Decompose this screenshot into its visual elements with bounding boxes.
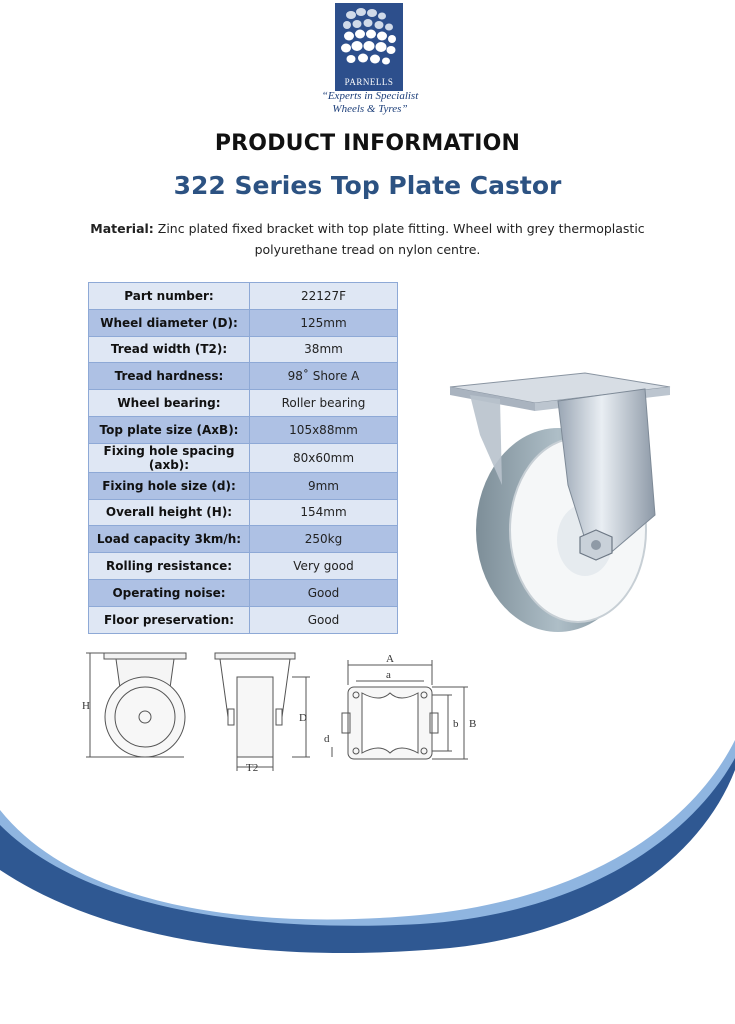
spec-value: Good bbox=[250, 606, 398, 633]
table-row bbox=[89, 363, 398, 390]
spec-label: Part number: bbox=[89, 283, 250, 310]
spec-value: Roller bearing bbox=[250, 390, 398, 417]
spec-label: Load capacity 3km/h: bbox=[89, 526, 250, 553]
decorative-waves bbox=[0, 700, 735, 1024]
spec-label: Fixing hole size (d): bbox=[89, 472, 250, 499]
spec-label: Wheel diameter (D): bbox=[89, 309, 250, 336]
table-row bbox=[89, 606, 398, 633]
table-row bbox=[89, 579, 398, 606]
page-heading: PRODUCT INFORMATION bbox=[214, 131, 521, 156]
spec-label: Wheel bearing: bbox=[89, 390, 250, 417]
product-title: 322 Series Top Plate Castor bbox=[173, 171, 562, 200]
table-row bbox=[89, 390, 398, 417]
spec-value: 154mm bbox=[250, 499, 398, 526]
dim-label-B: B bbox=[469, 718, 477, 730]
spec-label: Rolling resistance: bbox=[89, 553, 250, 580]
specs-table bbox=[88, 282, 398, 634]
spec-label: Top plate size (AxB): bbox=[89, 416, 250, 443]
table-row bbox=[89, 553, 398, 580]
spec-value: 125mm bbox=[250, 309, 398, 336]
spec-label: Tread hardness: bbox=[89, 363, 250, 390]
spec-value: Good bbox=[250, 579, 398, 606]
material-label: Material: bbox=[90, 221, 154, 236]
table-row bbox=[89, 499, 398, 526]
spec-label: Fixing hole spacing (axb): bbox=[89, 443, 250, 472]
table-row bbox=[89, 283, 398, 310]
logo-brand-name: PARNELLS bbox=[344, 77, 394, 87]
parnells-logo bbox=[335, 3, 403, 91]
table-row bbox=[89, 472, 398, 499]
dim-label-d: d bbox=[324, 733, 330, 745]
table-row bbox=[89, 309, 398, 336]
brand-tagline-line2: Wheels & Tyres” bbox=[332, 103, 408, 115]
brand-tagline-line1: “Experts in Specialist bbox=[321, 90, 419, 102]
spec-value: 38mm bbox=[250, 336, 398, 363]
spec-value: 80x60mm bbox=[250, 443, 398, 472]
material-description bbox=[90, 218, 645, 260]
table-row bbox=[89, 416, 398, 443]
spec-value: 105x88mm bbox=[250, 416, 398, 443]
spec-label: Floor preservation: bbox=[89, 606, 250, 633]
table-row bbox=[89, 443, 398, 472]
spec-label: Overall height (H): bbox=[89, 499, 250, 526]
dim-label-H: H bbox=[82, 700, 90, 712]
spec-value: 9mm bbox=[250, 472, 398, 499]
spec-value: Very good bbox=[250, 553, 398, 580]
logo-dots-graphic bbox=[335, 3, 403, 75]
spec-value: 98˚ Shore A bbox=[250, 363, 398, 390]
dim-label-b: b bbox=[453, 718, 459, 730]
spec-value: 22127F bbox=[250, 283, 398, 310]
dim-label-a: a bbox=[386, 669, 391, 681]
dim-label-A: A bbox=[386, 653, 394, 665]
dim-label-D: D bbox=[299, 712, 307, 724]
table-row bbox=[89, 336, 398, 363]
table-row bbox=[89, 526, 398, 553]
material-text: Zinc plated fixed bracket with top plate fitting. Wheel with grey thermoplastic polyurethane tread on nylon centre. bbox=[153, 221, 645, 257]
castor-product-image bbox=[440, 365, 690, 640]
dim-label-T2: T2 bbox=[246, 762, 259, 774]
spec-value: 250kg bbox=[250, 526, 398, 553]
spec-label: Operating noise: bbox=[89, 579, 250, 606]
spec-label: Tread width (T2): bbox=[89, 336, 250, 363]
